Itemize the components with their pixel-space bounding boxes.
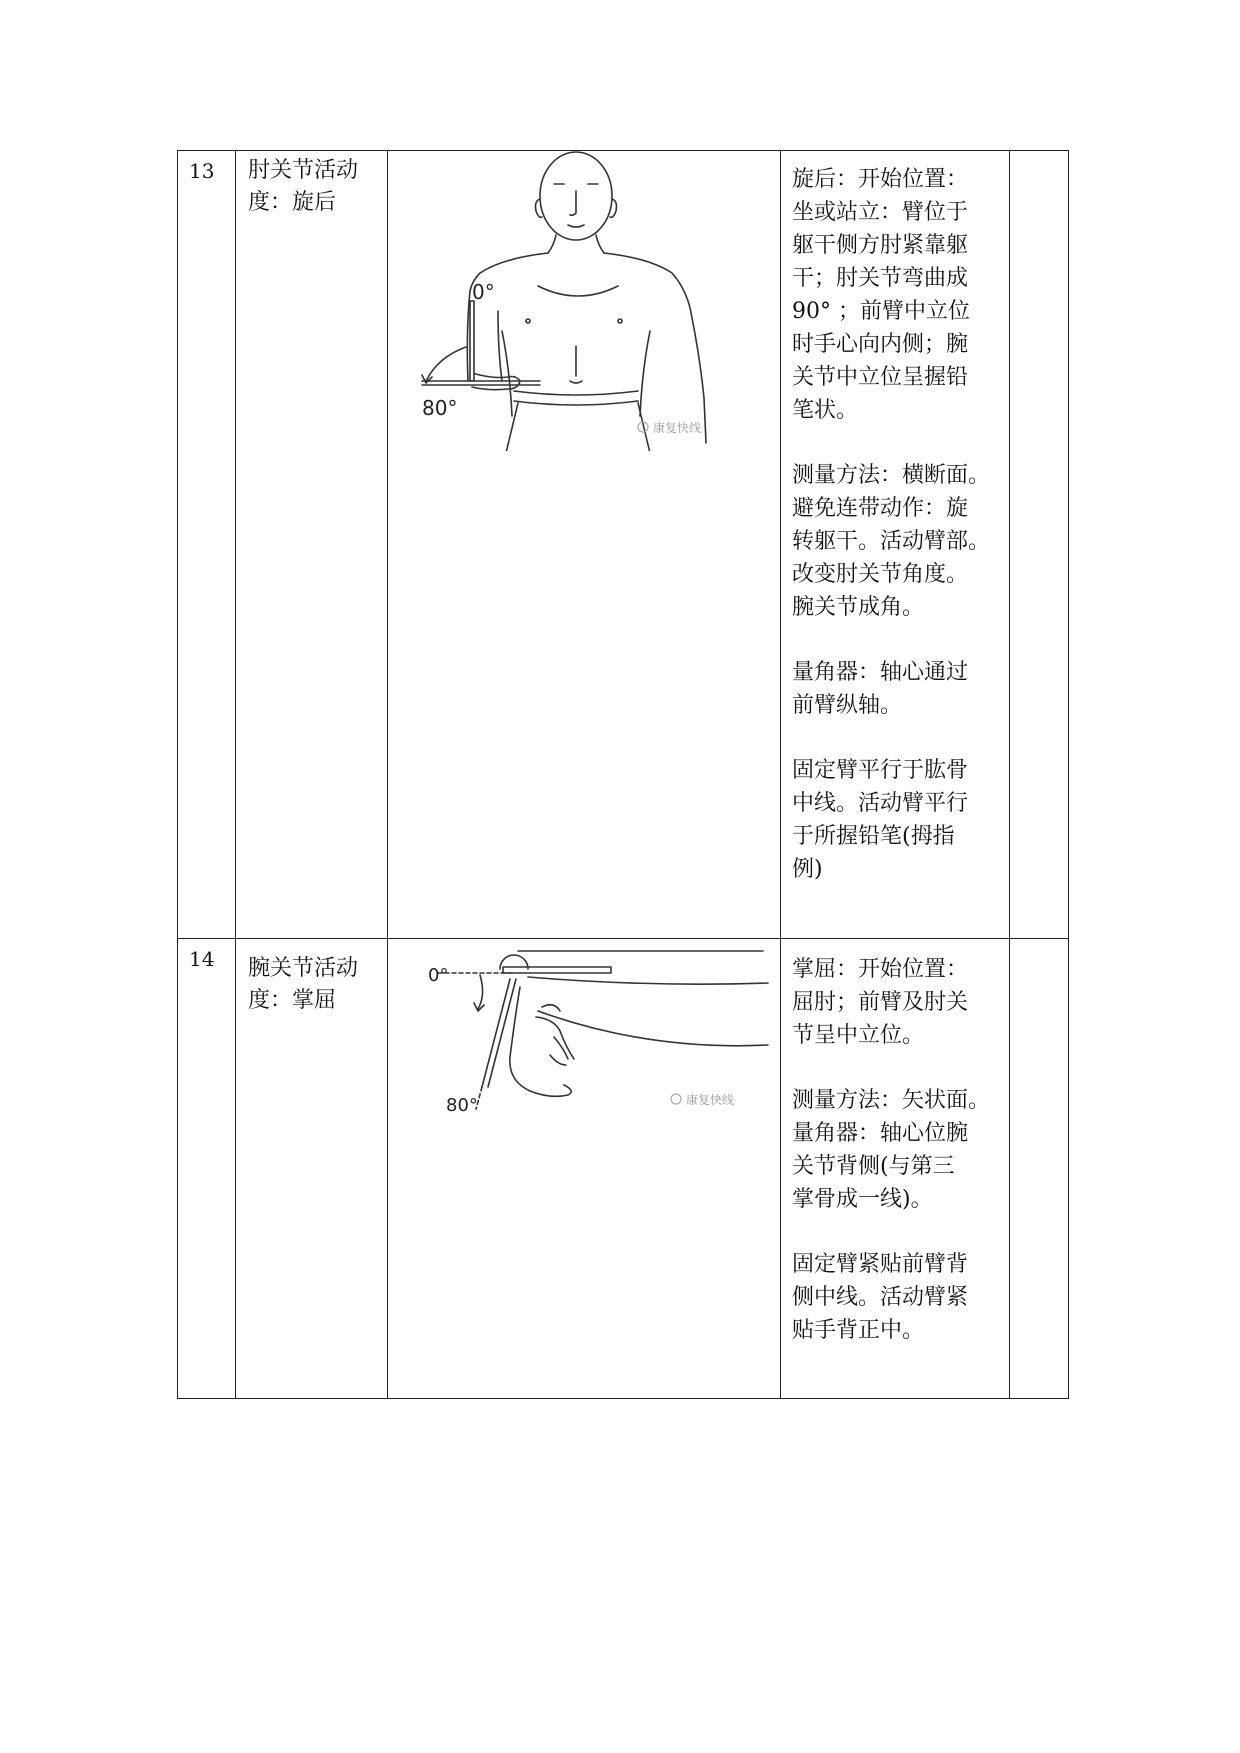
description-paragraph: 测量方法：矢状面。 量角器：轴心位腕 关节背侧(与第三 掌骨成一线)。 (792, 1088, 991, 1212)
watermark-icon (671, 1094, 681, 1104)
watermark (638, 420, 701, 435)
figure-cell (388, 939, 781, 1399)
angle-end-label: 80° (446, 1095, 478, 1116)
elbow-supination-figure (388, 151, 781, 451)
description-paragraph: 量角器：轴心通过 前臂纵轴。 (792, 660, 969, 718)
description (781, 151, 1009, 886)
watermark-text: 康复快线 (653, 421, 702, 435)
item-name-cell (236, 939, 388, 1399)
angle-start-label: 0° (428, 965, 449, 986)
table-row (178, 151, 1069, 939)
empty-cell (1010, 939, 1069, 1399)
item-name: 肘关节活动 度：旋后 (248, 158, 359, 215)
empty-cell (1010, 151, 1069, 939)
table-row (178, 939, 1069, 1399)
description-cell (781, 151, 1010, 939)
description-paragraph: 掌屈：开始位置： 屈肘；前臂及肘关 节呈中立位。 (792, 957, 969, 1048)
item-name: 腕关节活动 度：掌屈 (248, 956, 359, 1013)
wrist-flexion-figure (388, 939, 781, 1119)
description-cell (781, 939, 1010, 1399)
row-number: 14 (189, 947, 215, 971)
angle-start-label: 0° (472, 280, 495, 304)
row-number-cell (178, 939, 236, 1399)
row-number-cell (178, 151, 236, 939)
item-name-cell (236, 151, 388, 939)
description-paragraph: 固定臂紧贴前臂背 侧中线。活动臂紧 贴手背正中。 (792, 1252, 969, 1343)
description (781, 939, 1009, 1347)
description-paragraph: 固定臂平行于肱骨 中线。活动臂平行 于所握铅笔(拇指 例) (792, 758, 969, 882)
figure-cell (388, 151, 781, 939)
description-paragraph: 测量方法：横断面。 避免连带动作：旋 转躯干。活动臂部。 改变肘关节角度。 腕关节成角。 (792, 463, 991, 620)
watermark (671, 1092, 734, 1107)
row-number: 13 (189, 159, 215, 183)
rom-table (177, 150, 1069, 1399)
angle-end-label: 80° (422, 396, 458, 420)
watermark-text: 康复快线 (686, 1093, 735, 1107)
description-paragraph: 旋后：开始位置： 坐或站立：臂位于 躯干侧方肘紧靠躯 干；肘关节弯曲成 90° ；前臂中立位 时手心向内侧；腕 关节中立位呈握铅 笔状。 (792, 167, 970, 423)
